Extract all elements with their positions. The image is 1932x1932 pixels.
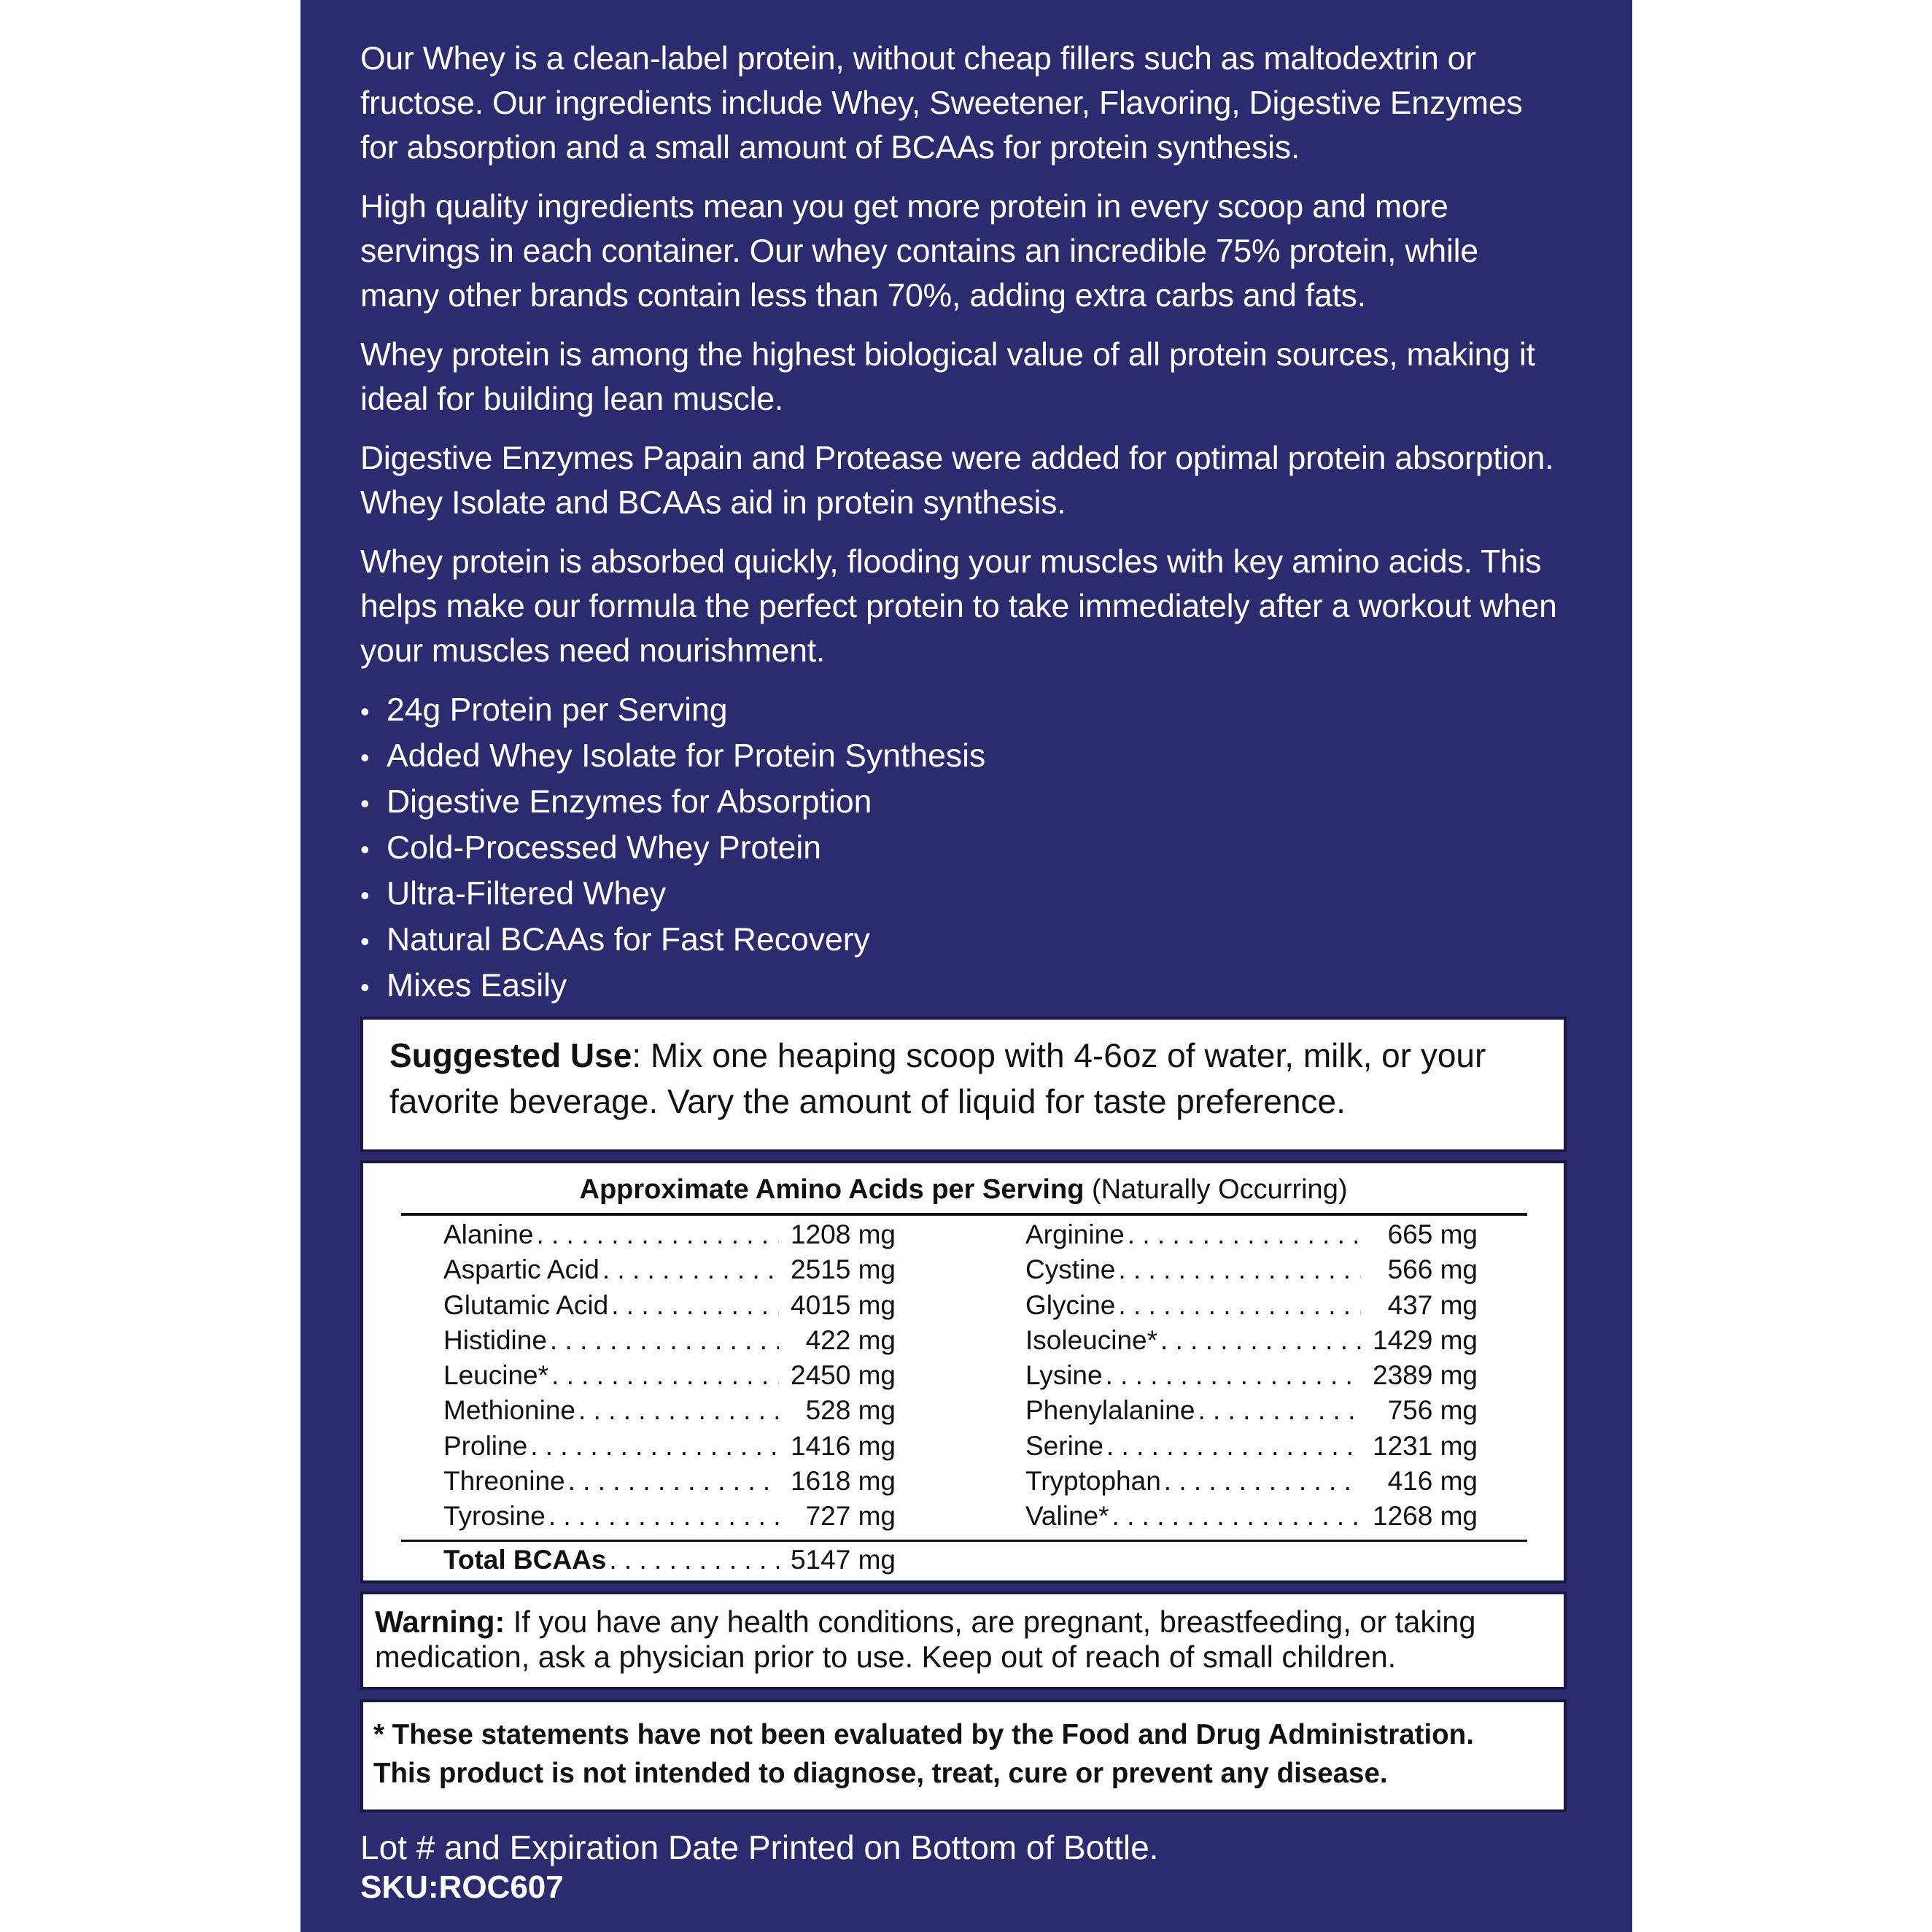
bullet-icon: • bbox=[360, 697, 370, 726]
total-bcaas-row: Total BCAAs . . . 5147 mg bbox=[443, 1543, 896, 1578]
suggested-use-text: : Mix one heaping scoop with 4-6oz of water, milk, or your favorite beverage. Vary the amount of liquid for taste preference. bbox=[389, 1036, 1486, 1120]
bullet-icon: • bbox=[360, 926, 370, 956]
table-divider bbox=[401, 1540, 1527, 1542]
table-row: Leucine* . . . 2450 mg bbox=[443, 1358, 896, 1393]
disclaimer-line-2: This product is not intended to diagnose, treat, cure or prevent any disease. bbox=[373, 1758, 1388, 1789]
paragraph-biological-value: Whey protein is among the highest biological value of all protein sources, making it ideal for building lean muscle. bbox=[360, 337, 1535, 417]
table-row: Arginine . . . 665 mg bbox=[1025, 1217, 1478, 1252]
table-row: Lysine . . . 2389 mg bbox=[1025, 1358, 1478, 1393]
table-row: Alanine . . . 1208 mg bbox=[443, 1217, 896, 1252]
warning-label: Warning: bbox=[375, 1605, 505, 1639]
table-row: Histidine . . . 422 mg bbox=[443, 1323, 896, 1358]
table-row: Glycine . . . 437 mg bbox=[1025, 1288, 1478, 1323]
table-row: Aspartic Acid . . . 2515 mg bbox=[443, 1252, 896, 1287]
bullet-icon: • bbox=[360, 742, 370, 772]
amino-column-right bbox=[1025, 1217, 1478, 1535]
paragraph-clean-label: Our Whey is a clean-label protein, without cheap fillers such as maltodextrin or fructose. Our ingredients include Whey, Sweetener, Flavoring, Digestive Enzymes for absorption and a small amount of BCAAs for protein synthesis. bbox=[360, 41, 1523, 166]
disclaimer-line-1: * These statements have not been evaluated by the Food and Drug Administration. bbox=[373, 1719, 1474, 1750]
list-item: • Mixes Easily bbox=[360, 963, 1564, 1009]
warning-text: If you have any health conditions, are pregnant, breastfeeding, or taking medication, ask a physician prior to use. Keep out of reach of small children. bbox=[375, 1605, 1476, 1674]
fda-disclaimer-box bbox=[360, 1699, 1567, 1812]
table-divider bbox=[401, 1213, 1527, 1216]
paragraph-absorption: Whey protein is absorbed quickly, flooding your muscles with key amino acids. This helps make our formula the perfect protein to take immediately after a workout when your muscles need nourishment. bbox=[360, 544, 1557, 669]
paragraph-high-quality: High quality ingredients mean you get more protein in every scoop and more servings in each container. Our whey contains an incredible 75% protein, while many other brands contain less than 70%, adding extra carbs and fats. bbox=[360, 189, 1478, 314]
list-item: • 24g Protein per Serving bbox=[360, 688, 1564, 734]
paragraph-digestive-enzymes: Digestive Enzymes Papain and Protease were added for optimal protein absorption. Whey Isolate and BCAAs aid in protein synthesis. bbox=[360, 441, 1554, 521]
lot-expiration-note: Lot # and Expiration Date Printed on Bottom of Bottle. bbox=[360, 1828, 1159, 1866]
table-row: Cystine . . . 566 mg bbox=[1025, 1252, 1478, 1287]
suggested-use-label: Suggested Use bbox=[389, 1036, 632, 1074]
list-item: • Ultra-Filtered Whey bbox=[360, 872, 1564, 917]
table-row: Tyrosine . . . 727 mg bbox=[443, 1499, 896, 1534]
table-row: Glutamic Acid . . . 4015 mg bbox=[443, 1288, 896, 1323]
list-item: • Digestive Enzymes for Absorption bbox=[360, 780, 1564, 826]
description-section bbox=[360, 36, 1564, 1009]
bullet-icon: • bbox=[360, 880, 370, 910]
warning-box bbox=[360, 1591, 1567, 1690]
table-row: Phenylalanine . . . 756 mg bbox=[1025, 1393, 1478, 1428]
suggested-use-box bbox=[360, 1017, 1567, 1152]
bullet-icon: • bbox=[360, 834, 370, 864]
list-item: • Added Whey Isolate for Protein Synthesis bbox=[360, 734, 1564, 780]
table-row: Isoleucine* . . . 1429 mg bbox=[1025, 1323, 1478, 1358]
sku-code: SKU:ROC607 bbox=[360, 1869, 564, 1905]
feature-list bbox=[360, 688, 1564, 1009]
footer bbox=[360, 1827, 1564, 1907]
table-row: Threonine . . . 1618 mg bbox=[443, 1464, 896, 1499]
label-panel bbox=[300, 0, 1632, 1932]
table-row: Methionine . . . 528 mg bbox=[443, 1393, 896, 1428]
amino-column-left bbox=[443, 1217, 896, 1535]
table-row: Tryptophan . . . 416 mg bbox=[1025, 1464, 1478, 1499]
list-item: • Natural BCAAs for Fast Recovery bbox=[360, 917, 1564, 963]
table-row: Valine* . . . 1268 mg bbox=[1025, 1499, 1478, 1534]
amino-table-title: Approximate Amino Acids per Serving (Naturally Occurring) bbox=[579, 1174, 1348, 1205]
amino-acids-table bbox=[360, 1160, 1567, 1583]
table-row: Proline . . . 1416 mg bbox=[443, 1429, 896, 1464]
table-row: Serine . . . 1231 mg bbox=[1025, 1429, 1478, 1464]
list-item: • Cold-Processed Whey Protein bbox=[360, 826, 1564, 872]
bullet-icon: • bbox=[360, 788, 370, 818]
bullet-icon: • bbox=[360, 972, 370, 1002]
